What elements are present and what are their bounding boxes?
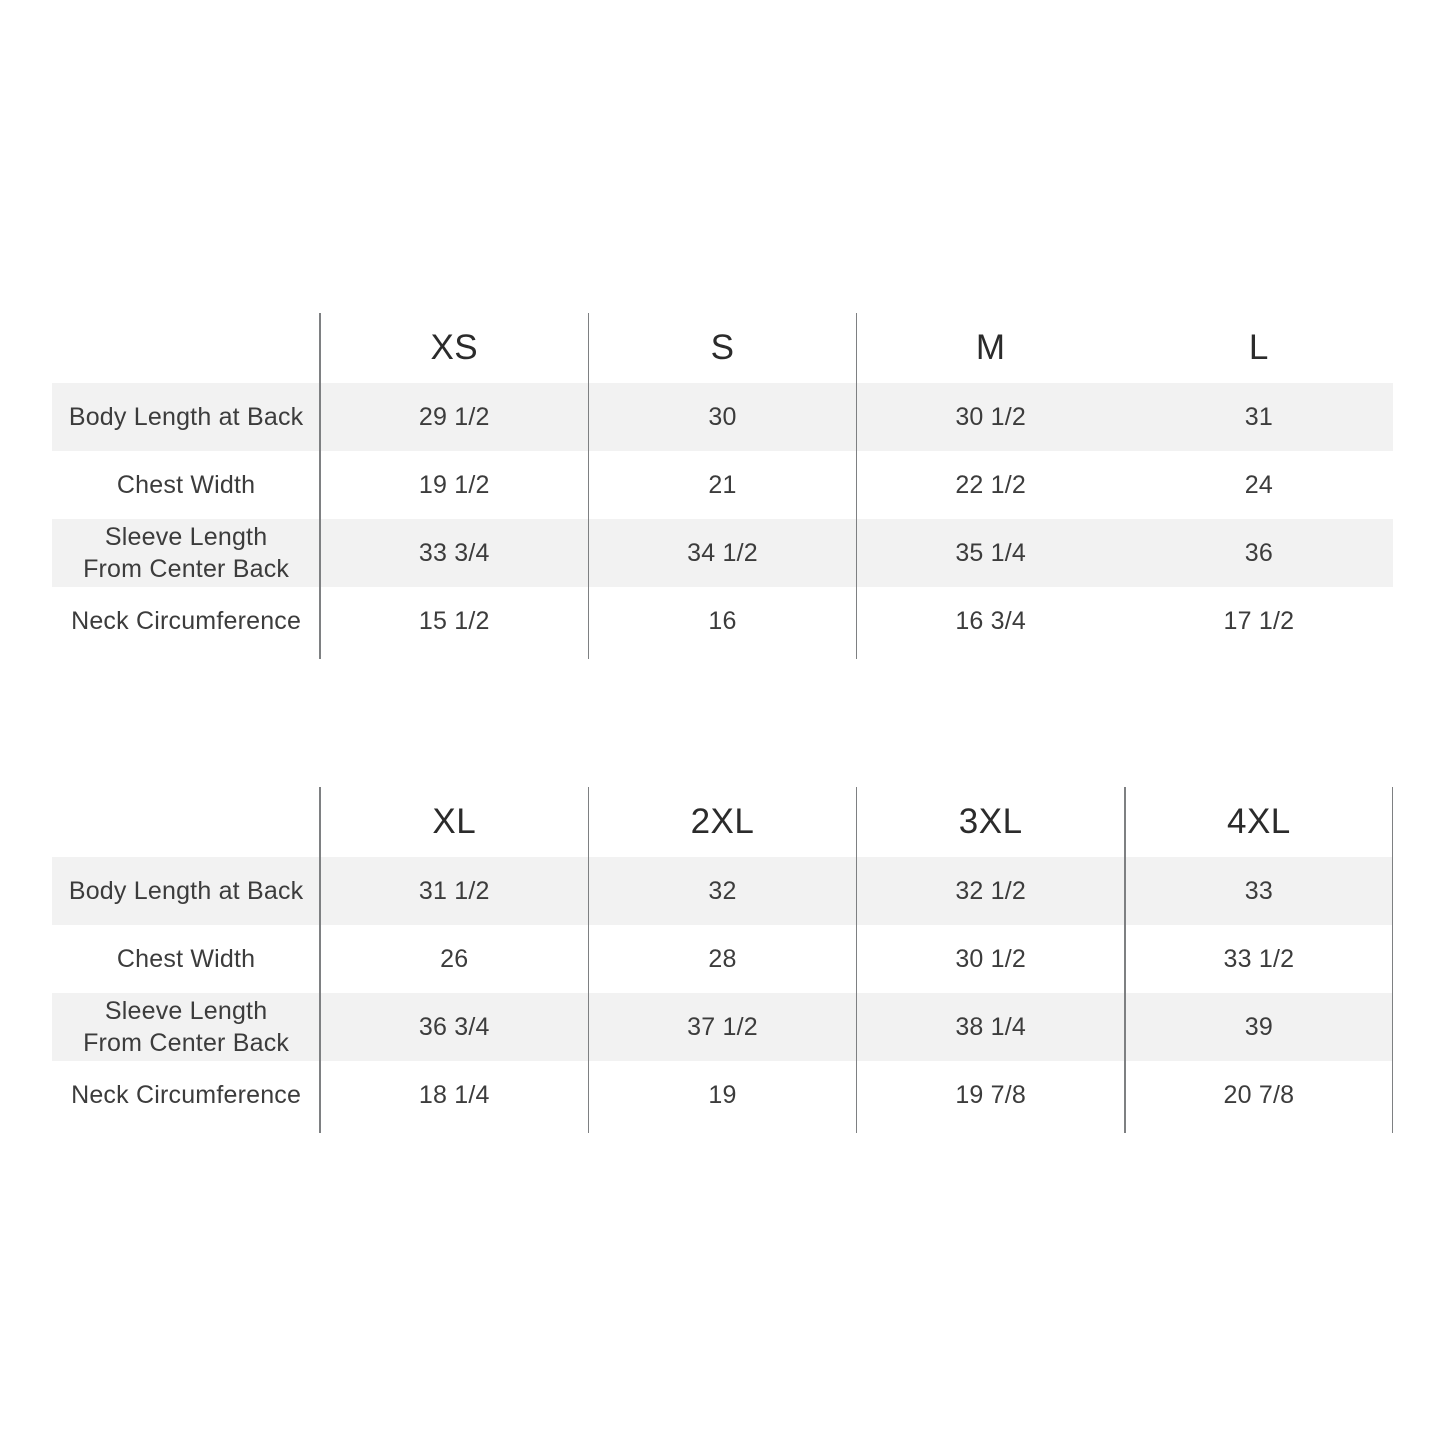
value-cell: 33 xyxy=(1244,876,1273,905)
row-label xyxy=(52,521,320,586)
value-cell: 30 1/2 xyxy=(955,944,1027,973)
column-divider xyxy=(588,787,590,1133)
table-row-sleeve-length xyxy=(52,993,1393,1061)
value-cell: 29 1/2 xyxy=(418,402,490,431)
column-header-2xl: 2XL xyxy=(690,802,755,842)
value-cell: 28 xyxy=(708,944,737,973)
value-cell: 20 7/8 xyxy=(1223,1080,1295,1109)
column-header-m: M xyxy=(975,328,1006,368)
row-label: Body Length at Back xyxy=(68,402,304,431)
column-divider xyxy=(1124,787,1126,1133)
column-divider xyxy=(856,313,858,659)
table-row-body-length xyxy=(52,857,1393,925)
column-header-xl: XL xyxy=(432,802,477,842)
column-divider xyxy=(319,787,321,1133)
column-divider xyxy=(856,787,858,1133)
row-label: Neck Circumference xyxy=(71,1080,302,1109)
table-row-chest-width xyxy=(52,451,1393,519)
row-label-line2: From Center Back xyxy=(83,555,290,583)
value-cell: 26 xyxy=(440,944,469,973)
value-cell: 19 1/2 xyxy=(418,470,490,499)
row-label-line2: From Center Back xyxy=(83,1029,290,1057)
value-cell: 36 3/4 xyxy=(418,1012,490,1041)
value-cell: 33 1/2 xyxy=(1223,944,1295,973)
value-cell: 31 xyxy=(1244,402,1273,431)
header-row xyxy=(52,313,1393,383)
row-label: Body Length at Back xyxy=(68,876,304,905)
value-cell: 39 xyxy=(1244,1012,1273,1041)
column-header-xs: XS xyxy=(430,328,479,368)
column-divider xyxy=(588,313,590,659)
value-cell: 22 1/2 xyxy=(955,470,1027,499)
column-header-s: S xyxy=(710,328,735,368)
value-cell: 37 1/2 xyxy=(687,1012,758,1041)
value-cell: 31 1/2 xyxy=(418,876,490,905)
row-label xyxy=(52,995,320,1060)
row-label: Chest Width xyxy=(116,470,256,499)
row-label: Chest Width xyxy=(116,944,256,973)
value-cell: 19 7/8 xyxy=(955,1080,1027,1109)
value-cell: 21 xyxy=(708,470,737,499)
table-row-neck-circumference xyxy=(52,587,1393,655)
value-cell: 24 xyxy=(1244,470,1273,499)
table-row-body-length xyxy=(52,383,1393,451)
column-divider xyxy=(319,313,321,659)
size-table-xs-l xyxy=(52,313,1393,655)
value-cell: 38 1/4 xyxy=(955,1012,1027,1041)
value-cell: 19 xyxy=(708,1080,737,1109)
value-cell: 30 xyxy=(708,402,737,431)
column-header-3xl: 3XL xyxy=(958,802,1023,842)
column-header-l: L xyxy=(1248,328,1269,368)
row-label-line1: Sleeve Length xyxy=(104,996,268,1025)
table-row-neck-circumference xyxy=(52,1061,1393,1129)
size-table-xl-4xl xyxy=(52,787,1393,1129)
value-cell: 30 1/2 xyxy=(955,402,1027,431)
value-cell: 34 1/2 xyxy=(687,538,758,567)
value-cell: 35 1/4 xyxy=(955,538,1027,567)
value-cell: 36 xyxy=(1244,538,1273,567)
header-row xyxy=(52,787,1393,857)
column-divider xyxy=(1392,787,1394,1133)
column-header-4xl: 4XL xyxy=(1227,802,1291,842)
value-cell: 32 1/2 xyxy=(955,876,1027,905)
row-label: Neck Circumference xyxy=(71,606,302,635)
value-cell: 16 3/4 xyxy=(955,606,1027,635)
value-cell: 17 1/2 xyxy=(1223,606,1295,635)
table-row-chest-width xyxy=(52,925,1393,993)
value-cell: 18 1/4 xyxy=(418,1080,490,1109)
value-cell: 15 1/2 xyxy=(418,606,490,635)
value-cell: 33 3/4 xyxy=(418,538,490,567)
row-label-line1: Sleeve Length xyxy=(104,522,268,551)
table-row-sleeve-length xyxy=(52,519,1393,587)
value-cell: 16 xyxy=(708,606,737,635)
value-cell: 32 xyxy=(708,876,737,905)
